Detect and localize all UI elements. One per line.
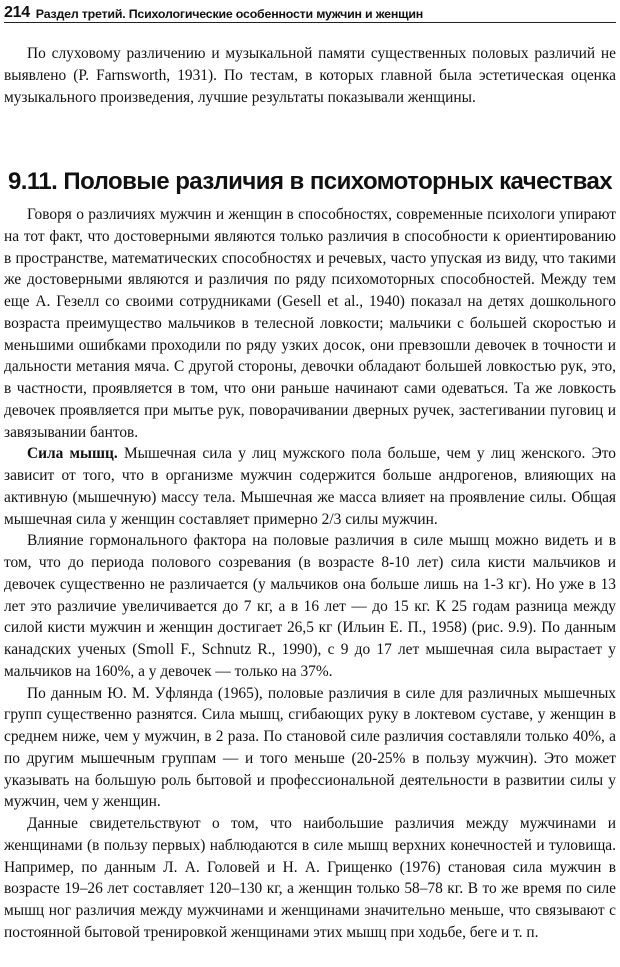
run-in-heading: Сила мышц. <box>27 445 118 463</box>
running-head <box>4 0 616 23</box>
paragraph: Говоря о различиях мужчин и женщин в способностях, современные психологи упирают на тот факт, что достоверными являются только различия в способности к ориентированию в пространстве, математических способностях и речевых, часто упуская из виду, что такими же достоверными являются и различия по ряду психомоторных способностей. Между тем еще А. Гезелл со своими сотрудниками (Gesell et al., 1940) показал на детях дошкольного возраста преимущество мальчиков в телесной ловкости; мальчики с большей скоростью и меньшими ошибками проходили по ряду узких досок, они превзошли девочек в точности и дальности метания мяча. С другой стороны, девочки обладают большей ловкостью рук, это, в частности, проявляется в том, что они раньше начинают сами одеваться. Та же ловкость девочек проявляется при мытье рук, поворачивании дверных ручек, застегивании пуговиц и завязывании бантов. <box>4 206 616 441</box>
running-title: Раздел третий. Психологические особенности мужчин и женщин <box>35 7 424 21</box>
chapter-heading: 9.11. Половые различия в психомоторных качествах <box>8 168 613 196</box>
paragraph: Влияние гормонального фактора на половые различия в силе мышц можно видеть и в том, что до периода полового созревания (в возрасте 8-10 лет) сила кисти мальчиков и девочек существенно не различается (у мальчиков она больше лишь на 1-3 кг). Но уже в 13 лет это различие увеличивается до 7 кг, а в 16 лет — до 15 кг. К 25 годам разница между силой кисти мужчин и женщин достигает 26,5 кг (Ильин Е. П., 1958) (рис. 9.9). По данным канадских ученых (Smoll F., Schnutz R., 1990), с 9 до 17 лет мышечная сила вырастает у мальчиков на 160%, а у девочек — только на 37%. <box>4 532 616 680</box>
main-text <box>4 204 616 944</box>
paragraph <box>4 443 616 530</box>
paragraph-text: Мышечная сила у лиц мужского пола больше, чем у лиц женского. Это зависит от того, что в организме мужчин содержится больше андрогенов, влияющих на активную (мышечную) массу тела. Мышечная же масса влияет на проявление силы. Общая мышечная сила у женщин составляет примерно 2/3 силы мужчин. <box>4 445 617 528</box>
paragraph: По слуховому различению и музыкальной памяти существенных половых различий не выявлено (P. Farnsworth, 1931). По тестам, в которых главной была эстетическая оценка музыкального произведения, лучшие результаты показывали женщины. <box>4 45 616 106</box>
intro-section <box>4 43 616 109</box>
page-number: 214 <box>4 4 30 21</box>
paragraph: По данным Ю. М. Уфлянда (1965), половые различия в силе для различных мышечных групп существенно разнятся. Сила мышц, сгибающих руку в локтевом суставе, у женщин в среднем ниже, чем у мужчин, в 2 раза. По становой силе различия составляли только 40%, а по другим мышечным группам — и того меньше (20-25% в пользу мужчин). Это может указывать на большую роль бытовой и профессиональной деятельности в развитии силы у мужчин, чем у женщин. <box>4 684 616 811</box>
paragraph: Данные свидетельствуют о том, что наибольшие различия между мужчинами и женщинами (в пользу первых) наблюдаются в силе мышц верхних конечностей и туловища. Например, по данным Л. А. Головей и Н. А. Грищенко (1976) становая сила мужчин в возрасте 19–26 лет составляет 120–130 кг, а женщин только 58–78 кг. В то же время по силе мышц ног различия между мужчинами и женщинами значительно меньше, что связывают с постоянной бытовой тренировкой женщинами этих мышц при ходьбе, беге и т. п. <box>4 815 616 941</box>
